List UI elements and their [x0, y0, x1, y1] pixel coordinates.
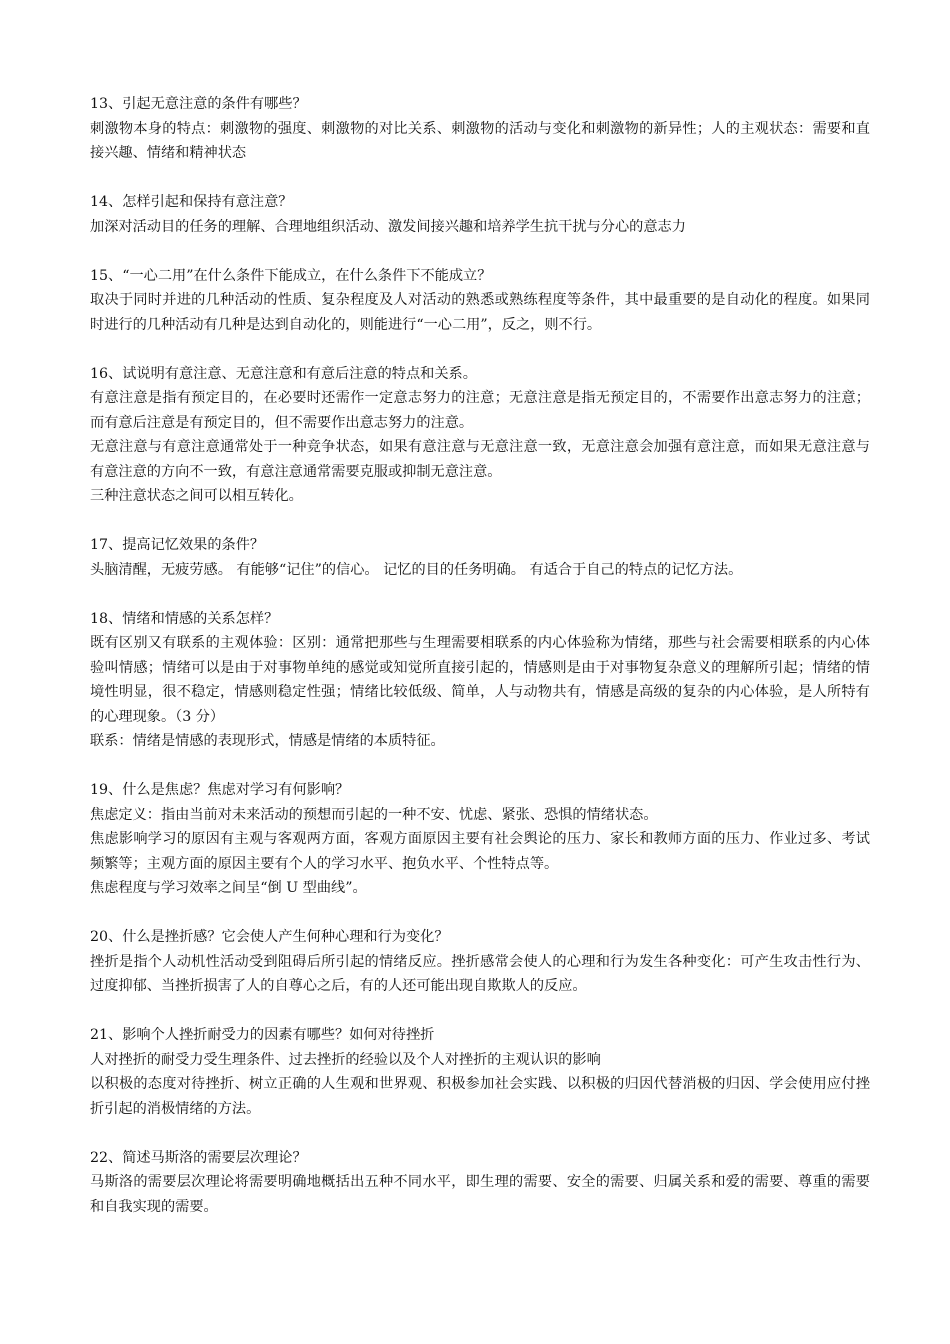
qa-block — [90, 925, 870, 999]
answer-paragraph: 人对挫折的耐受力受生理条件、过去挫折的经验以及个人对挫折的主观认识的影响 — [90, 1051, 601, 1068]
qa-block — [90, 1023, 870, 1121]
qa-block — [90, 264, 870, 338]
answer-paragraph: 加深对活动目的任务的理解、合理地组织活动、激发间接兴趣和培养学生抗干扰与分心的意志力 — [90, 218, 686, 235]
qa-block — [90, 190, 870, 239]
answer-paragraph: 头脑清醒，无疲劳感。 有能够“记住”的信心。 记忆的目的任务明确。 有适合于自己的特点的记忆方法。 — [90, 561, 743, 578]
answer-paragraph: 无意注意与有意注意通常处于一种竞争状态，如果有意注意与无意注意一致，无意注意会加强有意注意，而如果无意注意与有意注意的方向不一致，有意注意通常需要克服或抑制无意注意。 — [90, 439, 870, 480]
qa-block — [90, 1146, 870, 1220]
question-heading: 21、影响个人挫折耐受力的因素有哪些？如何对待挫折 — [90, 1027, 435, 1043]
answer-paragraph: 刺激物本身的特点：刺激物的强度、刺激物的对比关系、刺激物的活动与变化和刺激物的新异性；人的主观状态：需要和直接兴趣、情绪和精神状态 — [90, 120, 870, 161]
qa-block — [90, 92, 870, 166]
answer-paragraph: 焦虑影响学习的原因有主观与客观两方面，客观方面原因主要有社会舆论的压力、家长和教师方面的压力、作业过多、考试频繁等；主观方面的原因主要有个人的学习水平、抱负水平、个性特点等。 — [90, 831, 870, 872]
answer-paragraph: 取决于同时并进的几种活动的性质、复杂程度及人对活动的熟悉或熟练程度等条件，其中最重要的是自动化的程度。如果同时进行的几种活动有几种是达到自动化的，则能进行“一心二用”，反之，则不行。 — [90, 292, 870, 333]
answer-paragraph: 马斯洛的需要层次理论将需要明确地概括出五种不同水平，即生理的需要、安全的需要、归属关系和爱的需要、尊重的需要和自我实现的需要。 — [90, 1174, 870, 1215]
question-heading: 13、引起无意注意的条件有哪些？ — [90, 96, 307, 112]
document-body — [90, 92, 870, 1244]
answer-paragraph: 以积极的态度对待挫折、树立正确的人生观和世界观、积极参加社会实践、以积极的归因代替消极的归因、学会使用应付挫折引起的消极情绪的方法。 — [90, 1076, 870, 1117]
answer-paragraph: 焦虑定义：指由当前对未来活动的预想而引起的一种不安、忧虑、紧张、恐惧的情绪状态。 — [90, 806, 658, 823]
qa-block — [90, 533, 870, 582]
question-heading: 15、“一心二用”在什么条件下能成立，在什么条件下不能成立？ — [90, 267, 492, 284]
answer-paragraph: 有意注意是指有预定目的，在必要时还需作一定意志努力的注意；无意注意是指无预定目的，不需要作出意志努力的注意；而有意后注意是有预定目的，但不需要作出意志努力的注意。 — [90, 390, 870, 431]
answer-paragraph: 焦虑程度与学习效率之间呈“倒 U 型曲线”。 — [90, 880, 367, 896]
qa-block — [90, 362, 870, 509]
answer-paragraph: 联系：情绪是情感的表现形式，情感是情绪的本质特征。 — [90, 733, 445, 749]
question-heading: 18、情绪和情感的关系怎样？ — [90, 610, 279, 627]
answer-paragraph: 挫折是指个人动机性活动受到阻碍后所引起的情绪反应。挫折感常会使人的心理和行为发生各种变化：可产生攻击性行为、过度抑郁、当挫折损害了人的自尊心之后，有的人还可能出现自欺欺人的反应。 — [90, 953, 870, 994]
answer-paragraph: 三种注意状态之间可以相互转化。 — [90, 488, 303, 504]
question-heading: 22、简述马斯洛的需要层次理论？ — [90, 1149, 307, 1166]
question-heading: 16、试说明有意注意、无意注意和有意后注意的特点和关系。 — [90, 365, 477, 382]
question-heading: 20、什么是挫折感？它会使人产生何种心理和行为变化？ — [90, 929, 449, 945]
question-heading: 14、怎样引起和保持有意注意？ — [90, 194, 293, 210]
answer-paragraph: 既有区别又有联系的主观体验：区别：通常把那些与生理需要相联系的内心体验称为情绪，那些与社会需要相联系的内心体验叫情感；情绪可以是由于对事物单纯的感觉或知觉所直接引起的，情感则是由于对事物复杂意义的理解所引起；情绪的情境性明显，很不稳定，情感则稳定性强；情绪比较低级、简单，人与动物共有，情感是高级的复杂的内心体验，是人所特有的心理现象。（3 分） — [90, 635, 870, 725]
qa-block — [90, 778, 870, 901]
question-heading: 17、提高记忆效果的条件？ — [90, 537, 265, 553]
question-heading: 19、什么是焦虑？焦虑对学习有何影响？ — [90, 782, 350, 798]
qa-block — [90, 607, 870, 754]
